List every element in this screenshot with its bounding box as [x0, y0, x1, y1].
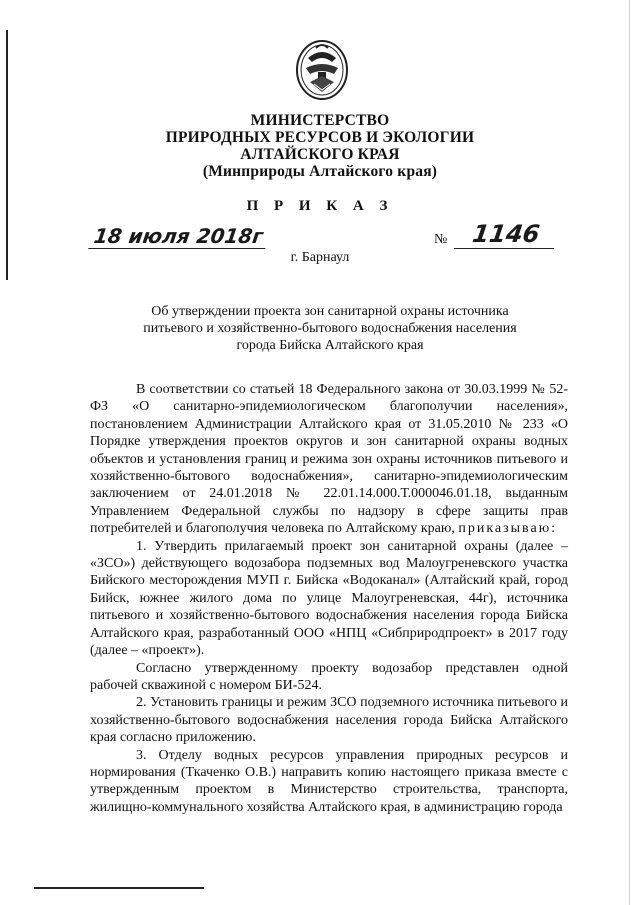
subject-line3: города Бийска Алтайского края [236, 338, 424, 353]
ministry-name-line1: МИНИСТЕРСТВО [250, 112, 390, 129]
order-body [90, 381, 568, 816]
clause-2-paragraph: 2. Установить границы и режим ЗСО подземного источника питьевого и хозяйственно-бытового водоснабжения населения города Бийска Алтайского края согласно приложению. [90, 695, 568, 746]
clause-1-note-paragraph: Согласно утвержденному проекту водозабор представлен одной рабочей скважиной с номером БИ-524. [90, 660, 568, 693]
order-number-label: № [434, 232, 448, 247]
order-subject [120, 303, 540, 354]
order-number-handwritten: 1146 [454, 220, 558, 249]
clause-1-paragraph: 1. Утвердить прилагаемый проект зон санитарной охраны (далее – «ЗСО») действующего водозабора подземных вод Малоугреневского участка Бийского месторождения МУП г. Бийска «Водоканал» (Алтайский край, город Бийск, южнее жилого дома по улице Малоугреневская, 44г), источника питьевого и хозяйственно-бытового водоснабжения населения города Бийска Алтайского края, разработанный ООО «НПЦ «Сибприродпроект» в 2017 году (далее – «проект»). [90, 538, 568, 659]
ministry-name-line2: ПРИРОДНЫХ РЕСУРСОВ И ЭКОЛОГИИ [165, 129, 475, 146]
ministry-name-line3: АЛТАЙСКОГО КРАЯ [240, 146, 400, 163]
subject-line2: питьевого и хозяйственно-бытового водоснабжения населения [143, 321, 517, 336]
preamble-text: В соответствии со статьей 18 Федерального закона от 30.03.1999 № 52-ФЗ «О санитарно-эпидемиологическом благополучии населения», постановлением Администрации Алтайского края от 31.05.2010 № 233 «О Порядке утверждения проектов округов и зон санитарной охраны водных объектов и установления границ и режима зон охраны источников питьевого и хозяйственно-бытового водоснабжения», санитарно-эпидемиологическим заключением от 24.01.2018 № 22.01.14.000.Т.000046.01.18, выданным Управлением Федеральной службы по надзору в сфере защиты прав потребителей и благополучия человека по Алтайскому краю, [90, 382, 568, 537]
clause-3-paragraph: 3. Отделу водных ресурсов управления природных ресурсов и нормирования (Ткаченко О.В.) направить копию настоящего приказа вместе с утвержденным проектом в Министерство строительства, транспорта, жилищно-коммунального хозяйства Алтайского края, в администрацию города [90, 747, 568, 815]
coat-of-arms-emblem [294, 38, 350, 102]
order-city: г. Барнаул [290, 250, 350, 265]
preamble-paragraph [90, 381, 568, 538]
ministry-short-name: (Минприроды Алтайского края) [202, 163, 438, 180]
subject-line1: Об утверждении проекта зон санитарной охраны источника [151, 304, 509, 319]
footer-bar [34, 887, 204, 889]
order-word: приказываю: [458, 521, 558, 537]
order-date-handwritten: 18 июля 2018г [88, 224, 268, 249]
order-title: П Р И К А З [246, 198, 394, 214]
